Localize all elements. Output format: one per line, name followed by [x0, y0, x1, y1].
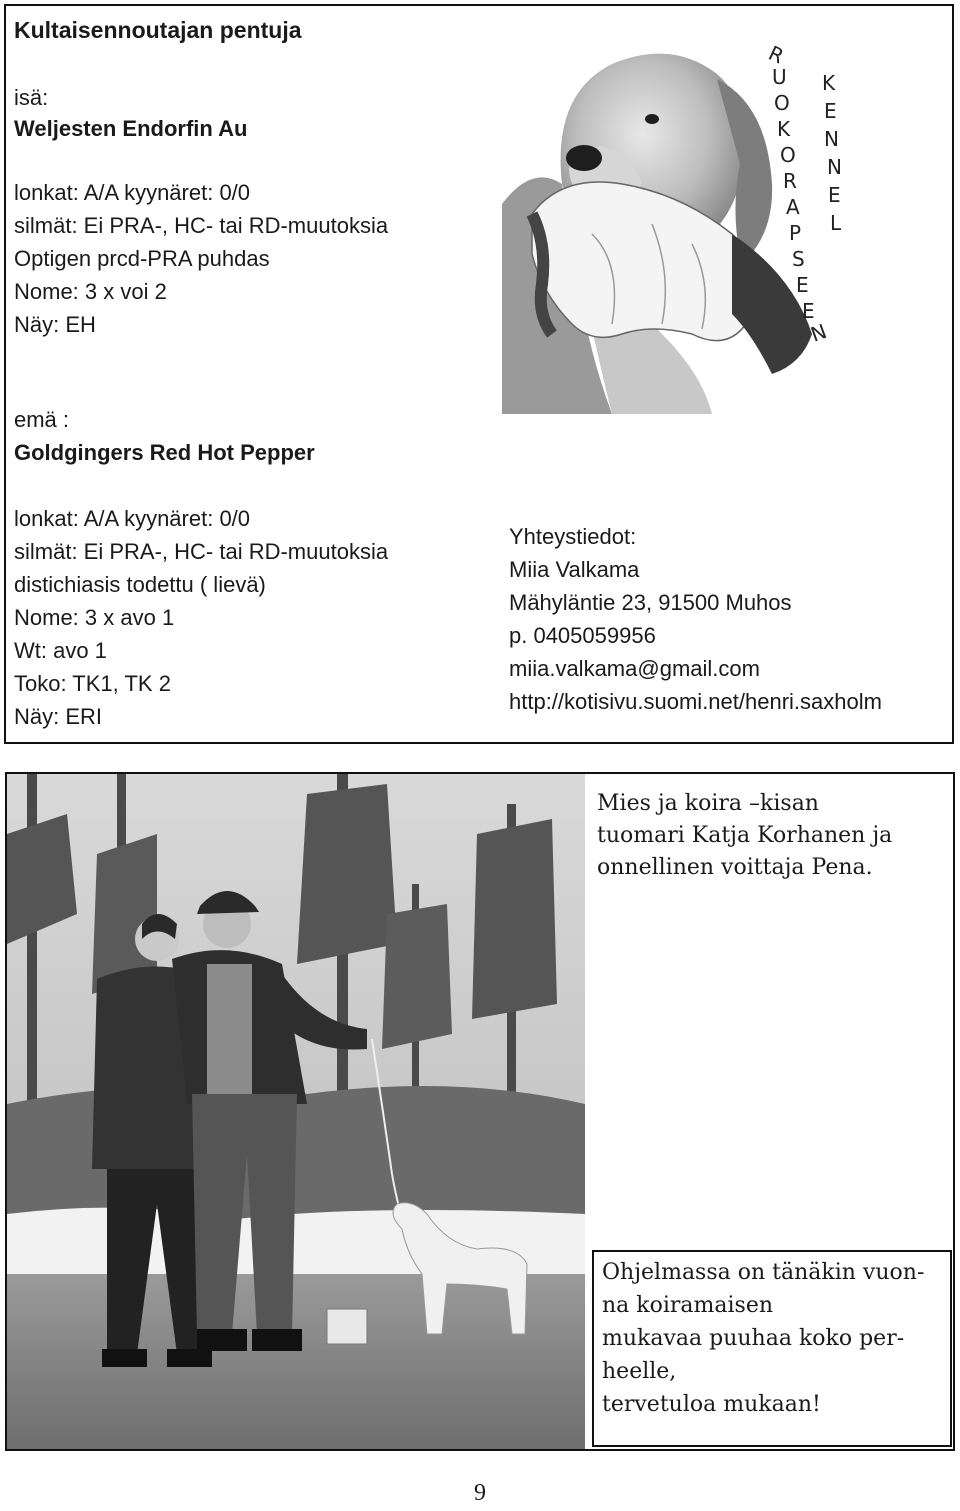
svg-text:K: K — [777, 117, 791, 141]
svg-text:A: A — [786, 195, 800, 219]
svg-text:R: R — [764, 40, 788, 69]
photo-caption — [597, 788, 937, 884]
svg-text:E: E — [824, 99, 837, 123]
svg-text:E: E — [796, 273, 809, 297]
puppy-ad-box — [4, 4, 954, 744]
competition-photo-box — [5, 772, 955, 1451]
sire-name: Weljesten Endorfin Au — [14, 116, 248, 141]
sire-detail: Nome: 3 x voi 2 — [14, 279, 167, 304]
program-line: na koiramaisen — [602, 1293, 774, 1318]
svg-text:S: S — [792, 247, 805, 271]
sire-detail: silmät: Ei PRA-, HC- tai RD-muutoksia — [14, 213, 389, 238]
contact-website[interactable]: http://kotisivu.suomi.net/henri.saxholm — [509, 689, 882, 714]
caption-line: tuomari Katja Korhanen ja — [597, 823, 893, 848]
dam-detail: distichiasis todettu ( lievä) — [14, 572, 266, 597]
page-number: 9 — [474, 1480, 486, 1506]
dam-label: emä : — [14, 407, 70, 432]
program-line: tervetuloa mukaan! — [602, 1392, 821, 1417]
sire-label: isä: — [14, 85, 49, 110]
svg-text:N: N — [824, 127, 839, 151]
contact-address: Mähyläntie 23, 91500 Muhos — [509, 590, 792, 615]
dam-detail: lonkat: A/A kyynäret: 0/0 — [14, 506, 251, 531]
svg-text:E: E — [828, 183, 841, 207]
dam-name: Goldgingers Red Hot Pepper — [14, 440, 315, 465]
svg-text:U: U — [772, 65, 787, 89]
golden-retriever-photo — [502, 34, 862, 414]
sire-detail: Optigen prcd-PRA puhdas — [14, 246, 270, 271]
competition-winner-photo — [7, 774, 585, 1449]
dam-detail: silmät: Ei PRA-, HC- tai RD-muutoksia — [14, 539, 389, 564]
ad-title: Kultaisennoutajan pentuja — [14, 17, 302, 43]
program-line: mukavaa puuhaa koko per- — [602, 1326, 905, 1351]
program-line: Ohjelmassa on tänäkin vuon- — [602, 1260, 925, 1285]
svg-text:L: L — [830, 211, 842, 235]
svg-text:P: P — [789, 221, 802, 245]
svg-text:K: K — [822, 71, 836, 95]
dam-detail: Toko: TK1, TK 2 — [14, 671, 171, 696]
contact-name: Miia Valkama — [509, 557, 640, 582]
svg-text:E: E — [802, 299, 815, 323]
svg-text:O: O — [774, 91, 790, 115]
contact-heading: Yhteystiedot: — [509, 524, 637, 549]
svg-text:N: N — [807, 319, 830, 347]
svg-text:O: O — [780, 143, 796, 167]
program-note-box — [592, 1250, 952, 1447]
dam-detail: Wt: avo 1 — [14, 638, 107, 663]
contact-email[interactable]: miia.valkama@gmail.com — [509, 656, 760, 681]
dam-detail: Näy: ERI — [14, 704, 103, 729]
svg-text:N: N — [827, 155, 842, 179]
dam-detail: Nome: 3 x avo 1 — [14, 605, 175, 630]
sire-detail: lonkat: A/A kyynäret: 0/0 — [14, 180, 251, 205]
contact-phone: p. 0405059956 — [509, 623, 656, 648]
caption-line: onnellinen voittaja Pena. — [597, 855, 873, 880]
contact-info — [509, 520, 882, 718]
program-line: heelle, — [602, 1359, 677, 1384]
caption-line: Mies ja koira –kisan — [597, 791, 819, 816]
svg-text:R: R — [783, 169, 797, 193]
sire-detail: Näy: EH — [14, 312, 96, 337]
